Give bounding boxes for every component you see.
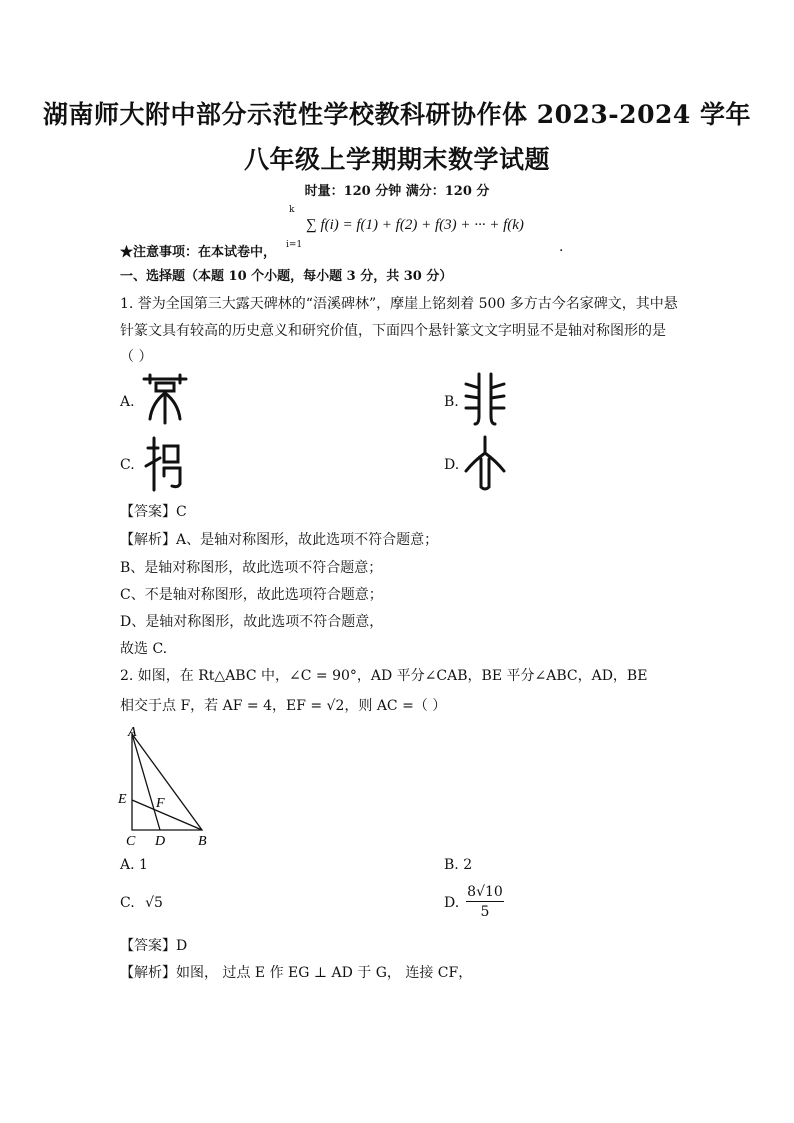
q2-analysis: 【解析】如图， 过点 E 作 EG ⊥ AD 于 G， 连接 CF，	[120, 965, 473, 981]
notice-label: ★注意事项：在本试卷中，	[120, 245, 277, 260]
seal-glyph-b-icon	[462, 372, 508, 426]
q2-option-d-label: D.	[444, 895, 460, 911]
q1-option-a-label: A.	[120, 394, 135, 410]
figure-label-b: B	[198, 834, 207, 849]
sum-upper-limit: k	[289, 205, 295, 215]
seal-glyph-a-icon	[140, 373, 190, 425]
q2-option-c-value: √5	[145, 895, 163, 911]
q1-option-c-label: C.	[120, 457, 135, 473]
q2-answer: 【答案】D	[120, 938, 188, 954]
q1-line-3: （ ）	[120, 349, 153, 365]
seal-glyph-c-icon	[142, 436, 186, 492]
formula-period: .	[559, 239, 564, 255]
q1-analysis-4: 故选 C.	[120, 641, 168, 657]
figure-label-f: F	[156, 796, 165, 811]
notice-block	[0, 203, 794, 258]
q1-option-d-label: D.	[444, 457, 460, 473]
q2-option-a	[120, 857, 148, 873]
fraction-numerator: 8√10	[467, 884, 503, 900]
q2-option-c-label: C.	[120, 895, 135, 911]
q2-line-2: 相交于点 F，若 AF = 4，EF = √2，则 AC =（ ）	[120, 698, 447, 714]
title-line-2: 八年级上学期期末数学试题	[243, 145, 550, 174]
q1-analysis-1: B、是轴对称图形，故此选项不符合题意；	[120, 560, 383, 576]
q1-line-2: 针篆文具有较高的历史意义和研究价值，下面四个悬针篆文文字明显不是轴对称图形的是	[120, 323, 666, 339]
q1-option-b-label: B.	[444, 394, 459, 410]
figure-label-d: D	[155, 834, 166, 849]
title-line-1: 湖南师大附中部分示范性学校教科研协作体 2023-2024 学年	[43, 100, 751, 129]
sum-lower-limit: i=1	[286, 240, 303, 250]
q2-option-b-label: B.	[444, 857, 459, 873]
exam-meta: 时量：120 分钟 满分：120 分	[304, 184, 490, 199]
figure-label-c: C	[126, 834, 136, 849]
q1-answer: 【答案】C	[120, 504, 187, 520]
q1-analysis-3: D、是轴对称图形，故此选项不符合题意，	[120, 614, 384, 630]
triangle-figure	[112, 722, 222, 850]
seal-glyph-d-icon	[462, 435, 508, 493]
section-heading: 一、选择题（本题 10 个小题，每小题 3 分，共 30 分）	[120, 269, 453, 284]
figure-label-a: A	[128, 725, 137, 740]
figure-label-e: E	[118, 792, 127, 807]
q2-option-c	[120, 895, 163, 911]
q2-option-b	[444, 857, 472, 873]
sum-formula: ∑ f(i) = f(1) + f(2) + f(3) + ··· + f(k)	[306, 217, 524, 233]
q2-option-b-value: 2	[463, 857, 473, 873]
q1-line-1: 1. 誉为全国第三大露天碑林的“浯溪碑林”，摩崖上铭刻着 500 多方古今名家碑文，其中悬	[120, 296, 678, 312]
fraction-denominator: 5	[480, 904, 490, 920]
q2-option-d-fraction	[466, 884, 504, 920]
q1-analysis-0: 【解析】A、是轴对称图形，故此选项不符合题意；	[120, 532, 439, 548]
q2-option-a-label: A.	[120, 857, 135, 873]
q2-line-1: 2. 如图，在 Rt△ABC 中，∠C = 90°，AD 平分∠CAB，BE 平分∠ABC，AD，BE	[120, 668, 648, 684]
q2-option-a-value: 1	[139, 857, 148, 873]
q1-analysis-2: C、不是轴对称图形，故此选项符合题意；	[120, 587, 383, 603]
